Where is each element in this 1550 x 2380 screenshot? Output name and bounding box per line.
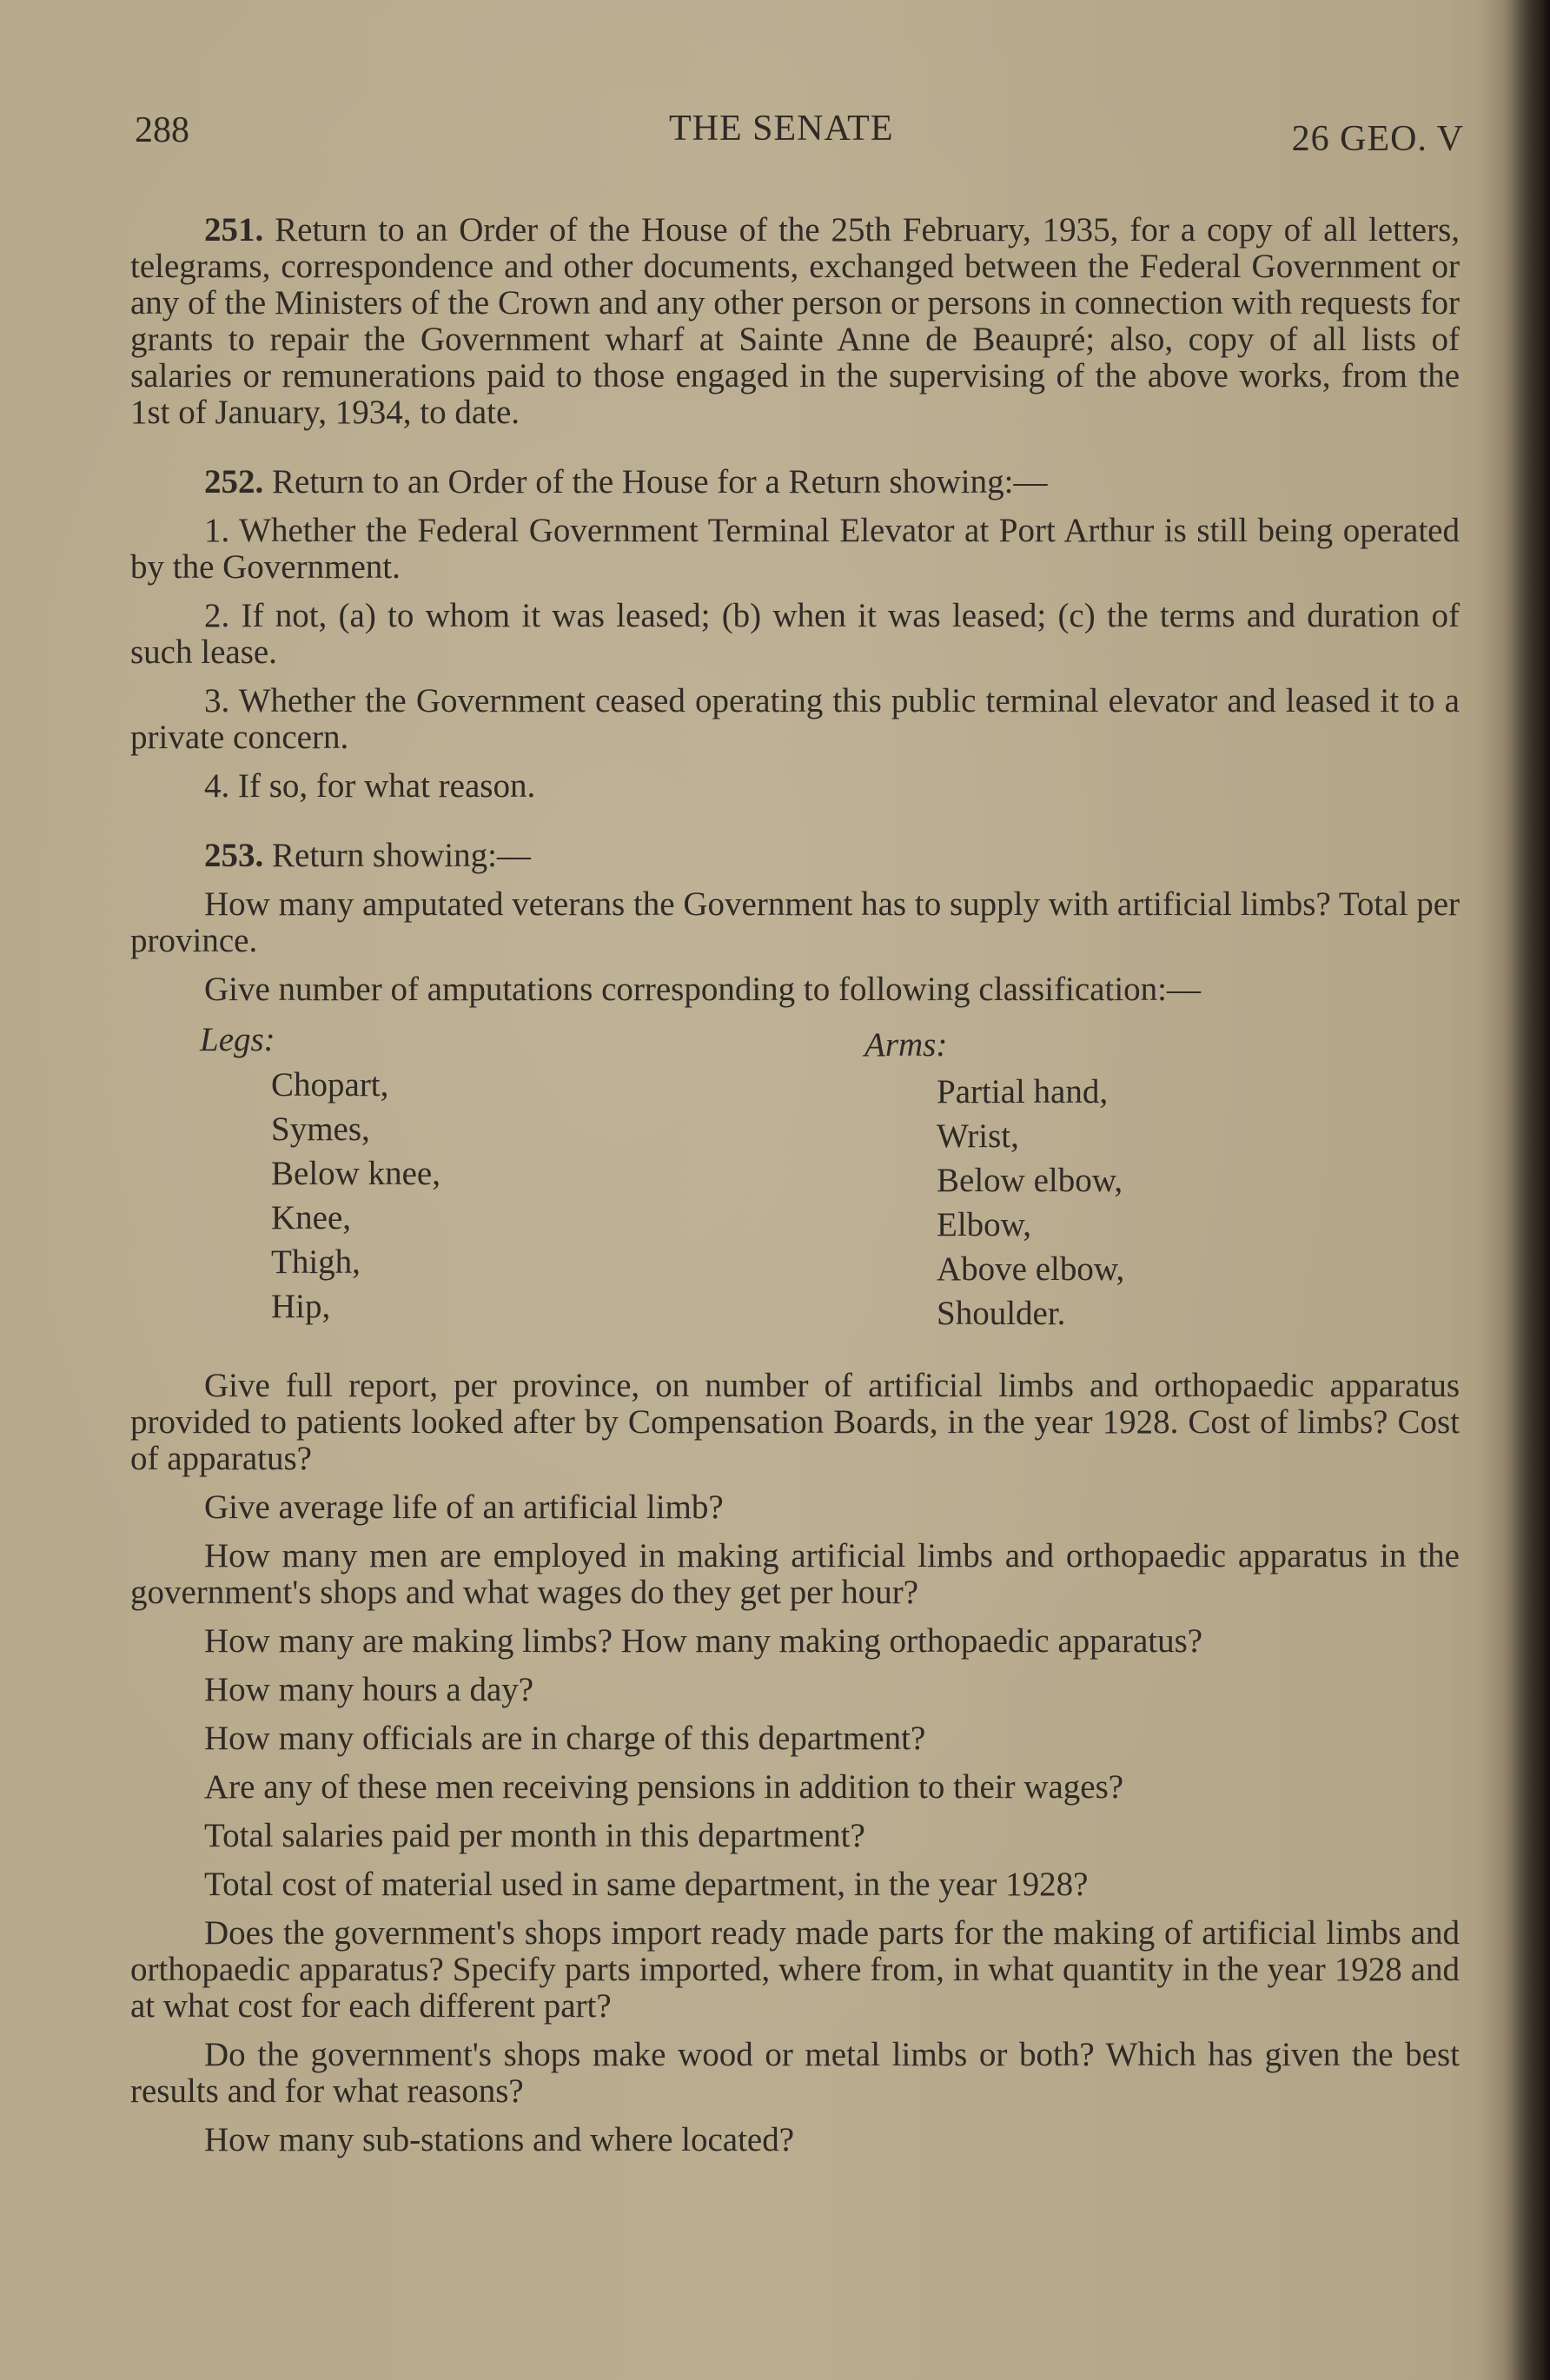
item-number: 252. — [204, 463, 264, 501]
list-item: Elbow, — [937, 1206, 1032, 1243]
paragraph: Total salaries paid per month in this department? — [204, 1817, 865, 1854]
paragraph: How many sub-stations and where located? — [204, 2121, 795, 2158]
page-body — [130, 212, 1460, 2158]
paragraph: Give average life of an artificial limb? — [204, 1488, 724, 1526]
paragraph: How many men are employed in making artificial limbs and orthopaedic apparatus in the government's shops and what wages do they get per hour? — [130, 1537, 1460, 1611]
page-header — [135, 103, 1464, 159]
item-text: Return to an Order of the House for a Return showing:— — [272, 463, 1048, 501]
sub-item: 4. If so, for what reason. — [204, 767, 536, 805]
page-edge-shadow — [1480, 0, 1550, 2380]
arms-heading: Arms: — [864, 1026, 948, 1064]
item-252 — [130, 464, 1460, 501]
paragraph: How many amputated veterans the Government has to supply with artificial limbs? Total per province. — [130, 885, 1460, 959]
running-title: THE SENATE — [669, 109, 894, 149]
list-item: Wrist, — [937, 1117, 1019, 1155]
session-label: 26 GEO. V — [1291, 119, 1464, 159]
legs-heading: Legs: — [200, 1021, 275, 1058]
sub-item: 3. Whether the Government ceased operating this public terminal elevator and leased it to a private concern. — [130, 682, 1460, 756]
paragraph: How many hours a day? — [204, 1671, 534, 1708]
list-item: Hip, — [271, 1288, 331, 1325]
arms-list — [937, 1074, 1124, 1340]
list-item: Chopart, — [271, 1066, 389, 1104]
list-item: Partial hand, — [937, 1073, 1109, 1110]
item-number: 251. — [204, 211, 264, 249]
item-253 — [130, 838, 1460, 874]
list-item: Knee, — [271, 1199, 352, 1236]
paragraph: Are any of these men receiving pensions in addition to their wages? — [204, 1768, 1124, 1806]
paragraph: Do the government's shops make wood or metal limbs or both? Which has given the best results and for what reasons? — [130, 2036, 1460, 2110]
item-251 — [130, 212, 1460, 431]
paragraph: How many are making limbs? How many making orthopaedic apparatus? — [204, 1622, 1203, 1660]
list-item: Above elbow, — [937, 1250, 1125, 1288]
list-item: Thigh, — [271, 1243, 361, 1281]
list-item: Below elbow, — [937, 1162, 1123, 1199]
item-number: 253. — [204, 837, 264, 874]
item-text: Return showing:— — [272, 837, 531, 874]
legs-list — [271, 1067, 440, 1333]
amputation-classification — [130, 1022, 1460, 1335]
paragraph: Total cost of material used in same department, in the year 1928? — [204, 1866, 1089, 1903]
sub-item: 1. Whether the Federal Government Terminal Elevator at Port Arthur is still being operated by the Government. — [130, 512, 1460, 586]
item-text: Return to an Order of the House of the 25th February, 1935, for a copy of all letters, telegrams, correspondence and other documents, exchanged between the Federal Government or any of the Ministers of the Crown and any other person or persons in connection with requests for grants to repair the Government wharf at Sainte Anne de Beaupré; also, copy of all lists of salaries or remunerations paid to those engaged in the supervising of the above works, from the 1st of January, 1934, to date. — [130, 211, 1461, 431]
list-item: Symes, — [271, 1110, 370, 1148]
paragraph: How many officials are in charge of this department? — [204, 1720, 926, 1757]
paragraph: Give number of amputations corresponding to following classification:— — [204, 971, 1202, 1008]
paragraph: Does the government's shops import ready made parts for the making of artificial limbs and orthopaedic apparatus? Specify parts imported, where from, in what quantity in the year 1928 and at what cost for each different part? — [130, 1914, 1460, 2025]
sub-item: 2. If not, (a) to whom it was leased; (b) when it was leased; (c) the terms and duration of such lease. — [130, 597, 1460, 671]
list-item: Shoulder. — [937, 1295, 1066, 1332]
paragraph: Give full report, per province, on number of artificial limbs and orthopaedic apparatus provided to patients looked after by Compensation Boards, in the year 1928. Cost of limbs? Cost of apparatus? — [130, 1367, 1460, 1477]
list-item: Below knee, — [271, 1155, 440, 1192]
page-number: 288 — [135, 110, 189, 150]
